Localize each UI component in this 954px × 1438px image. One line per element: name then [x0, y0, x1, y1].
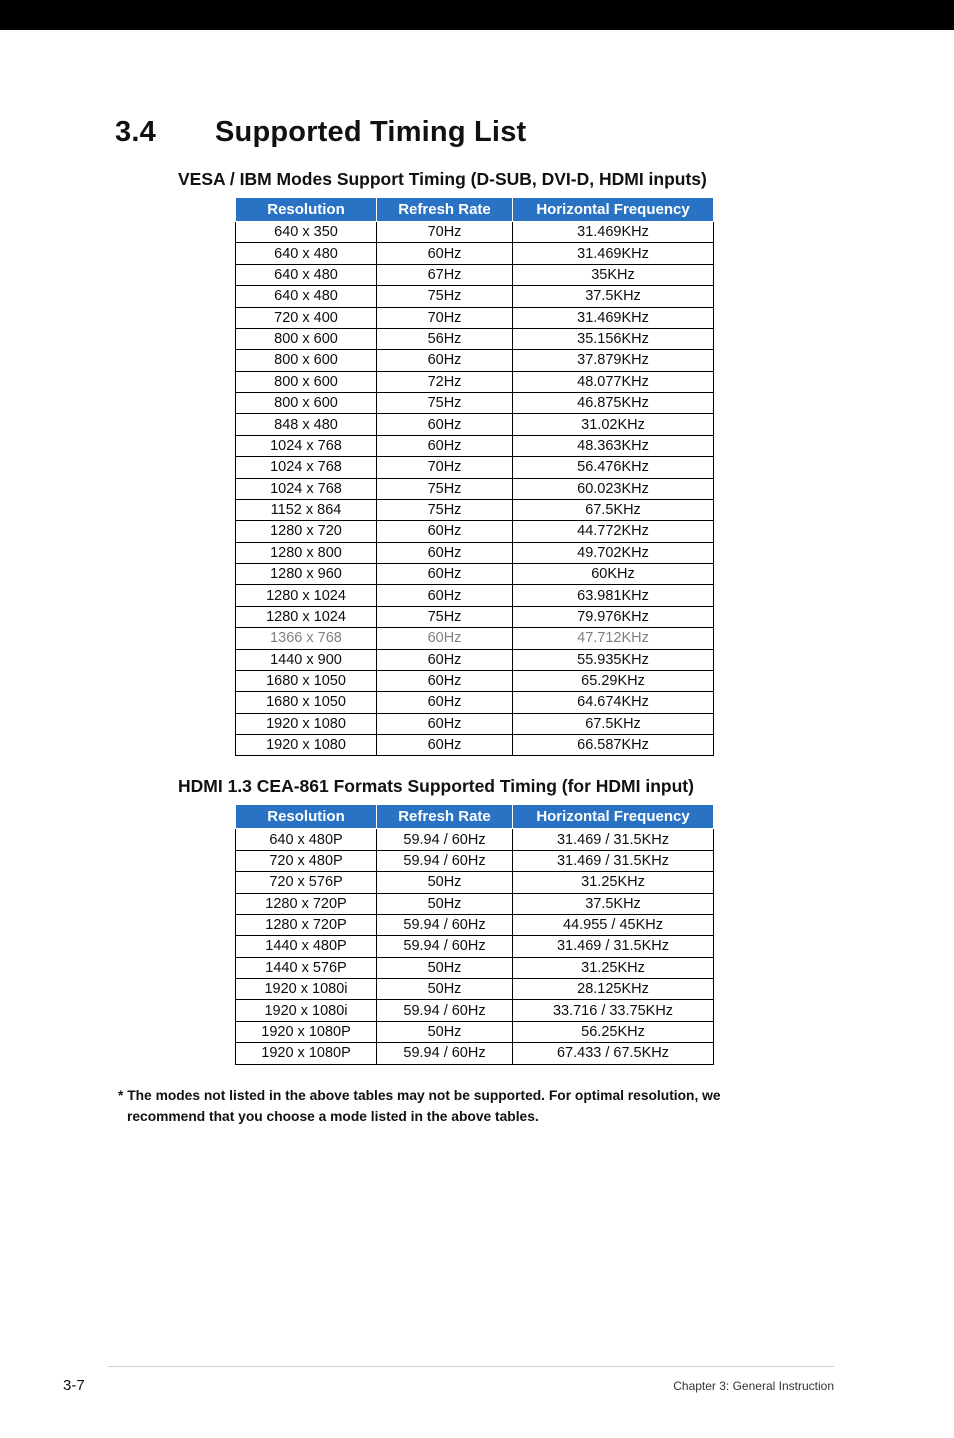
- table-row: [236, 649, 714, 670]
- cell-refresh-rate: 50Hz: [377, 893, 513, 914]
- cell-refresh-rate: 50Hz: [377, 979, 513, 1000]
- cell-resolution: 1280 x 800: [236, 542, 377, 563]
- table-row: [236, 872, 714, 893]
- cell-refresh-rate: 60Hz: [377, 670, 513, 691]
- cell-resolution: 1280 x 720: [236, 521, 377, 542]
- cell-horizontal-frequency: 79.976KHz: [513, 606, 714, 627]
- cell-horizontal-frequency: 37.5KHz: [513, 286, 714, 307]
- table-row: [236, 606, 714, 627]
- cell-resolution: 1440 x 480P: [236, 936, 377, 957]
- section-number: 3.4: [115, 116, 156, 148]
- cell-resolution: 1920 x 1080P: [236, 1021, 377, 1042]
- table-row: [236, 414, 714, 435]
- cell-resolution: 1680 x 1050: [236, 692, 377, 713]
- table-row: [236, 350, 714, 371]
- cell-horizontal-frequency: 60.023KHz: [513, 478, 714, 499]
- table-row: [236, 499, 714, 520]
- cell-horizontal-frequency: 48.077KHz: [513, 371, 714, 392]
- cell-resolution: 1280 x 1024: [236, 606, 377, 627]
- table-header-row: [236, 198, 714, 222]
- cell-refresh-rate: 70Hz: [377, 307, 513, 328]
- cell-refresh-rate: 60Hz: [377, 692, 513, 713]
- cell-resolution: 1280 x 720P: [236, 893, 377, 914]
- cell-resolution: 1366 x 768: [236, 628, 377, 649]
- table-row: [236, 393, 714, 414]
- table-row: [236, 478, 714, 499]
- cell-resolution: 1680 x 1050: [236, 670, 377, 691]
- cell-horizontal-frequency: 46.875KHz: [513, 393, 714, 414]
- cell-refresh-rate: 75Hz: [377, 393, 513, 414]
- table-row: [236, 521, 714, 542]
- top-black-bar: [0, 0, 954, 30]
- cell-refresh-rate: 72Hz: [377, 371, 513, 392]
- cell-horizontal-frequency: 47.712KHz: [513, 628, 714, 649]
- cell-refresh-rate: 75Hz: [377, 286, 513, 307]
- cell-resolution: 720 x 576P: [236, 872, 377, 893]
- cell-horizontal-frequency: 56.476KHz: [513, 457, 714, 478]
- cell-horizontal-frequency: 63.981KHz: [513, 585, 714, 606]
- cell-refresh-rate: 75Hz: [377, 606, 513, 627]
- column-header-resolution: Resolution: [236, 198, 377, 222]
- page-title: [115, 116, 954, 149]
- table-row: [236, 914, 714, 935]
- cell-refresh-rate: 60Hz: [377, 735, 513, 756]
- cell-refresh-rate: 60Hz: [377, 585, 513, 606]
- column-header-horizontal-frequency: Horizontal Frequency: [513, 198, 714, 222]
- table-row: [236, 1000, 714, 1021]
- cell-horizontal-frequency: 67.5KHz: [513, 713, 714, 734]
- cell-horizontal-frequency: 31.469KHz: [513, 307, 714, 328]
- cell-resolution: 1920 x 1080i: [236, 979, 377, 1000]
- cell-resolution: 1024 x 768: [236, 478, 377, 499]
- table-row: [236, 1021, 714, 1042]
- cell-horizontal-frequency: 31.469 / 31.5KHz: [513, 829, 714, 850]
- cell-horizontal-frequency: 60KHz: [513, 564, 714, 585]
- cell-refresh-rate: 59.94 / 60Hz: [377, 850, 513, 871]
- cell-resolution: 1024 x 768: [236, 457, 377, 478]
- cell-refresh-rate: 59.94 / 60Hz: [377, 1000, 513, 1021]
- cell-refresh-rate: 59.94 / 60Hz: [377, 914, 513, 935]
- cell-resolution: 1920 x 1080: [236, 735, 377, 756]
- cell-resolution: 1920 x 1080i: [236, 1000, 377, 1021]
- cell-refresh-rate: 75Hz: [377, 478, 513, 499]
- cell-resolution: 1440 x 900: [236, 649, 377, 670]
- cell-refresh-rate: 67Hz: [377, 264, 513, 285]
- cell-horizontal-frequency: 55.935KHz: [513, 649, 714, 670]
- table-row: [236, 435, 714, 456]
- cell-horizontal-frequency: 44.955 / 45KHz: [513, 914, 714, 935]
- cell-refresh-rate: 50Hz: [377, 872, 513, 893]
- cell-refresh-rate: 60Hz: [377, 414, 513, 435]
- table-row: [236, 850, 714, 871]
- table-row: [236, 585, 714, 606]
- cell-horizontal-frequency: 65.29KHz: [513, 670, 714, 691]
- column-header-resolution: Resolution: [236, 805, 377, 829]
- cell-horizontal-frequency: 31.25KHz: [513, 872, 714, 893]
- cell-resolution: 1280 x 960: [236, 564, 377, 585]
- cell-resolution: 720 x 480P: [236, 850, 377, 871]
- cell-refresh-rate: 59.94 / 60Hz: [377, 1043, 513, 1064]
- cell-horizontal-frequency: 31.469KHz: [513, 222, 714, 243]
- cell-refresh-rate: 50Hz: [377, 1021, 513, 1042]
- cell-resolution: 640 x 480: [236, 243, 377, 264]
- table-header-row: [236, 805, 714, 829]
- cell-refresh-rate: 60Hz: [377, 435, 513, 456]
- table-row: [236, 564, 714, 585]
- table-row: [236, 936, 714, 957]
- table-row: [236, 829, 714, 850]
- hdmi-timing-table: [235, 804, 714, 1064]
- table-row: [236, 307, 714, 328]
- cell-resolution: 1024 x 768: [236, 435, 377, 456]
- cell-resolution: 1152 x 864: [236, 499, 377, 520]
- cell-refresh-rate: 60Hz: [377, 564, 513, 585]
- cell-resolution: 848 x 480: [236, 414, 377, 435]
- table-row: [236, 979, 714, 1000]
- cell-horizontal-frequency: 31.469 / 31.5KHz: [513, 936, 714, 957]
- cell-refresh-rate: 60Hz: [377, 628, 513, 649]
- table-row: [236, 264, 714, 285]
- cell-resolution: 640 x 350: [236, 222, 377, 243]
- cell-resolution: 1920 x 1080: [236, 713, 377, 734]
- cell-refresh-rate: 59.94 / 60Hz: [377, 936, 513, 957]
- cell-refresh-rate: 60Hz: [377, 521, 513, 542]
- table-row: [236, 628, 714, 649]
- cell-resolution: 800 x 600: [236, 328, 377, 349]
- cell-horizontal-frequency: 31.469KHz: [513, 243, 714, 264]
- cell-refresh-rate: 60Hz: [377, 243, 513, 264]
- table-row: [236, 957, 714, 978]
- cell-horizontal-frequency: 44.772KHz: [513, 521, 714, 542]
- cell-refresh-rate: 50Hz: [377, 957, 513, 978]
- table-row: [236, 735, 714, 756]
- cell-horizontal-frequency: 31.02KHz: [513, 414, 714, 435]
- column-header-refresh-rate: Refresh Rate: [377, 198, 513, 222]
- cell-resolution: 1280 x 1024: [236, 585, 377, 606]
- cell-refresh-rate: 75Hz: [377, 499, 513, 520]
- cell-resolution: 800 x 600: [236, 393, 377, 414]
- cell-refresh-rate: 60Hz: [377, 713, 513, 734]
- cell-horizontal-frequency: 56.25KHz: [513, 1021, 714, 1042]
- cell-resolution: 1920 x 1080P: [236, 1043, 377, 1064]
- section-title: Supported Timing List: [215, 116, 527, 148]
- footer-row: [63, 1377, 834, 1394]
- table-row: [236, 670, 714, 691]
- table-row: [236, 371, 714, 392]
- cell-horizontal-frequency: 48.363KHz: [513, 435, 714, 456]
- vesa-table-heading: VESA / IBM Modes Support Timing (D-SUB, DVI-D, HDMI inputs): [178, 169, 707, 189]
- footnote-line-1: * The modes not listed in the above tables may not be supported. For optimal resolution, we: [118, 1087, 721, 1103]
- page-number: 3-7: [63, 1377, 85, 1394]
- cell-horizontal-frequency: 31.25KHz: [513, 957, 714, 978]
- cell-horizontal-frequency: 28.125KHz: [513, 979, 714, 1000]
- table-row: [236, 542, 714, 563]
- cell-horizontal-frequency: 66.587KHz: [513, 735, 714, 756]
- cell-horizontal-frequency: 37.5KHz: [513, 893, 714, 914]
- cell-refresh-rate: 70Hz: [377, 457, 513, 478]
- cell-horizontal-frequency: 67.433 / 67.5KHz: [513, 1043, 714, 1064]
- table-row: [236, 243, 714, 264]
- cell-horizontal-frequency: 49.702KHz: [513, 542, 714, 563]
- column-header-refresh-rate: Refresh Rate: [377, 805, 513, 829]
- table-row: [236, 1043, 714, 1064]
- column-header-horizontal-frequency: Horizontal Frequency: [513, 805, 714, 829]
- cell-refresh-rate: 59.94 / 60Hz: [377, 829, 513, 850]
- footnote-line-2: recommend that you choose a mode listed in the above tables.: [127, 1108, 539, 1124]
- cell-refresh-rate: 56Hz: [377, 328, 513, 349]
- cell-resolution: 720 x 400: [236, 307, 377, 328]
- page-footer: [63, 1366, 834, 1394]
- cell-horizontal-frequency: 33.716 / 33.75KHz: [513, 1000, 714, 1021]
- cell-horizontal-frequency: 35.156KHz: [513, 328, 714, 349]
- table-row: [236, 328, 714, 349]
- cell-resolution: 800 x 600: [236, 350, 377, 371]
- cell-resolution: 640 x 480P: [236, 829, 377, 850]
- hdmi-table-heading: HDMI 1.3 CEA-861 Formats Supported Timing (for HDMI input): [178, 776, 694, 797]
- cell-resolution: 1440 x 576P: [236, 957, 377, 978]
- vesa-timing-table: [235, 197, 714, 756]
- footer-divider: [108, 1366, 834, 1367]
- table-row: [236, 692, 714, 713]
- cell-refresh-rate: 70Hz: [377, 222, 513, 243]
- table-row: [236, 893, 714, 914]
- cell-horizontal-frequency: 67.5KHz: [513, 499, 714, 520]
- cell-horizontal-frequency: 31.469 / 31.5KHz: [513, 850, 714, 871]
- cell-horizontal-frequency: 35KHz: [513, 264, 714, 285]
- chapter-label: Chapter 3: General Instruction: [673, 1379, 834, 1393]
- cell-refresh-rate: 60Hz: [377, 350, 513, 371]
- cell-horizontal-frequency: 37.879KHz: [513, 350, 714, 371]
- cell-resolution: 1280 x 720P: [236, 914, 377, 935]
- cell-resolution: 640 x 480: [236, 264, 377, 285]
- table-row: [236, 457, 714, 478]
- cell-resolution: 640 x 480: [236, 286, 377, 307]
- cell-horizontal-frequency: 64.674KHz: [513, 692, 714, 713]
- cell-refresh-rate: 60Hz: [377, 542, 513, 563]
- table-row: [236, 286, 714, 307]
- footnote: [118, 1085, 954, 1128]
- cell-resolution: 800 x 600: [236, 371, 377, 392]
- table-row: [236, 713, 714, 734]
- cell-refresh-rate: 60Hz: [377, 649, 513, 670]
- table-row: [236, 222, 714, 243]
